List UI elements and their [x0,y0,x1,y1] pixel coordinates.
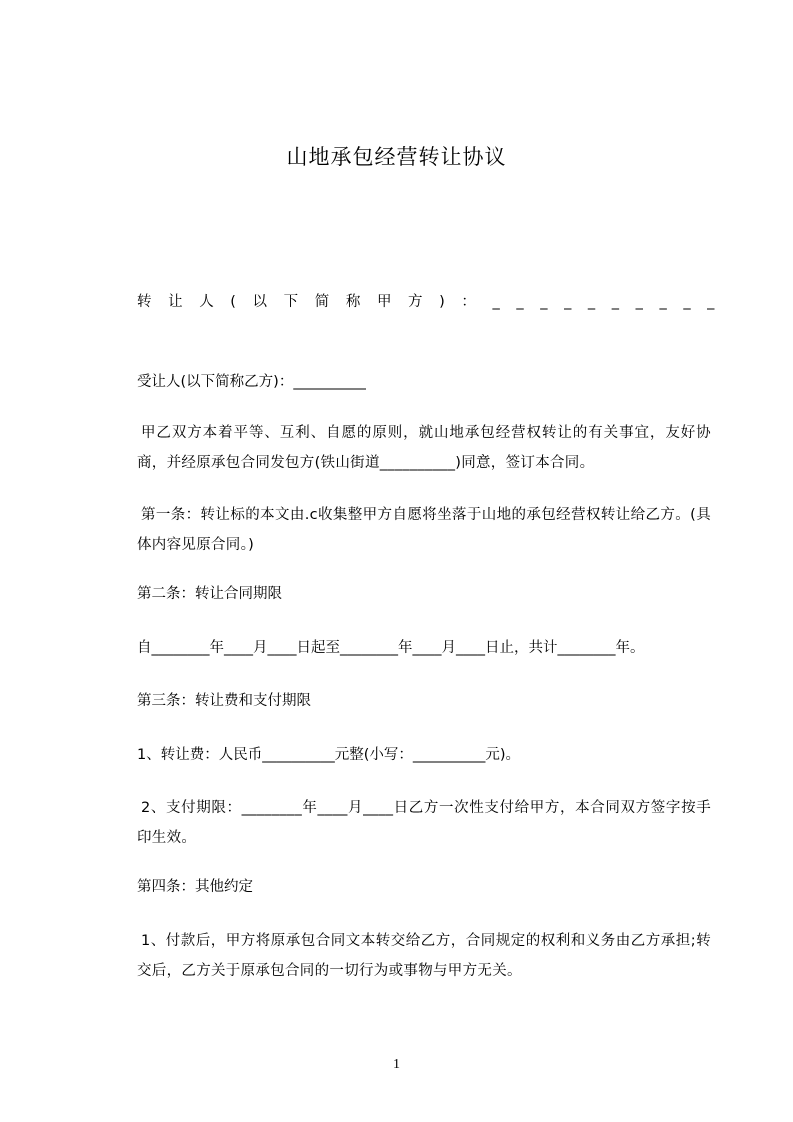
article-1-paragraph: 第一条：转让标的本文由.c收集整甲方自愿将坐落于山地的承包经营权转让给乙方。(具体内容见原合同。) [137,507,711,553]
article-4-item-1: 1、付款后，甲方将原承包合同文本转交给乙方，合同规定的权利和义务由乙方承担;转交后，乙方关于原承包合同的一切行为或事物与甲方无关。 [137,933,711,979]
transferee-line: 受让人(以下简称乙方)：__________ [137,374,366,390]
article-3-payment: 2、支付期限：________年____月____日乙方一次性支付给甲方，本合同双方签字按手印生效。 [137,800,711,846]
transferor-line: 转让人(以下简称甲方)：__________ [137,294,732,310]
article-3-fee: 1、转让费：人民币__________元整(小写：__________元)。 [137,747,521,763]
article-3-heading: 第三条：转让费和支付期限 [137,693,311,709]
page-number: 1 [393,1057,400,1072]
document-title: 山地承包经营转让协议 [286,145,507,169]
article-4-heading: 第四条：其他约定 [137,879,253,895]
article-2-heading: 第二条：转让合同期限 [137,586,282,602]
preamble-paragraph: 甲乙双方本着平等、互利、自愿的原则，就山地承包经营权转让的有关事宜，友好协商，并经原承包合同发包方(铁山街道__________)同意，签订本合同。 [137,425,711,471]
article-2-term: 自________年____月____日起至________年____月____日止，共计________年。 [137,640,645,656]
